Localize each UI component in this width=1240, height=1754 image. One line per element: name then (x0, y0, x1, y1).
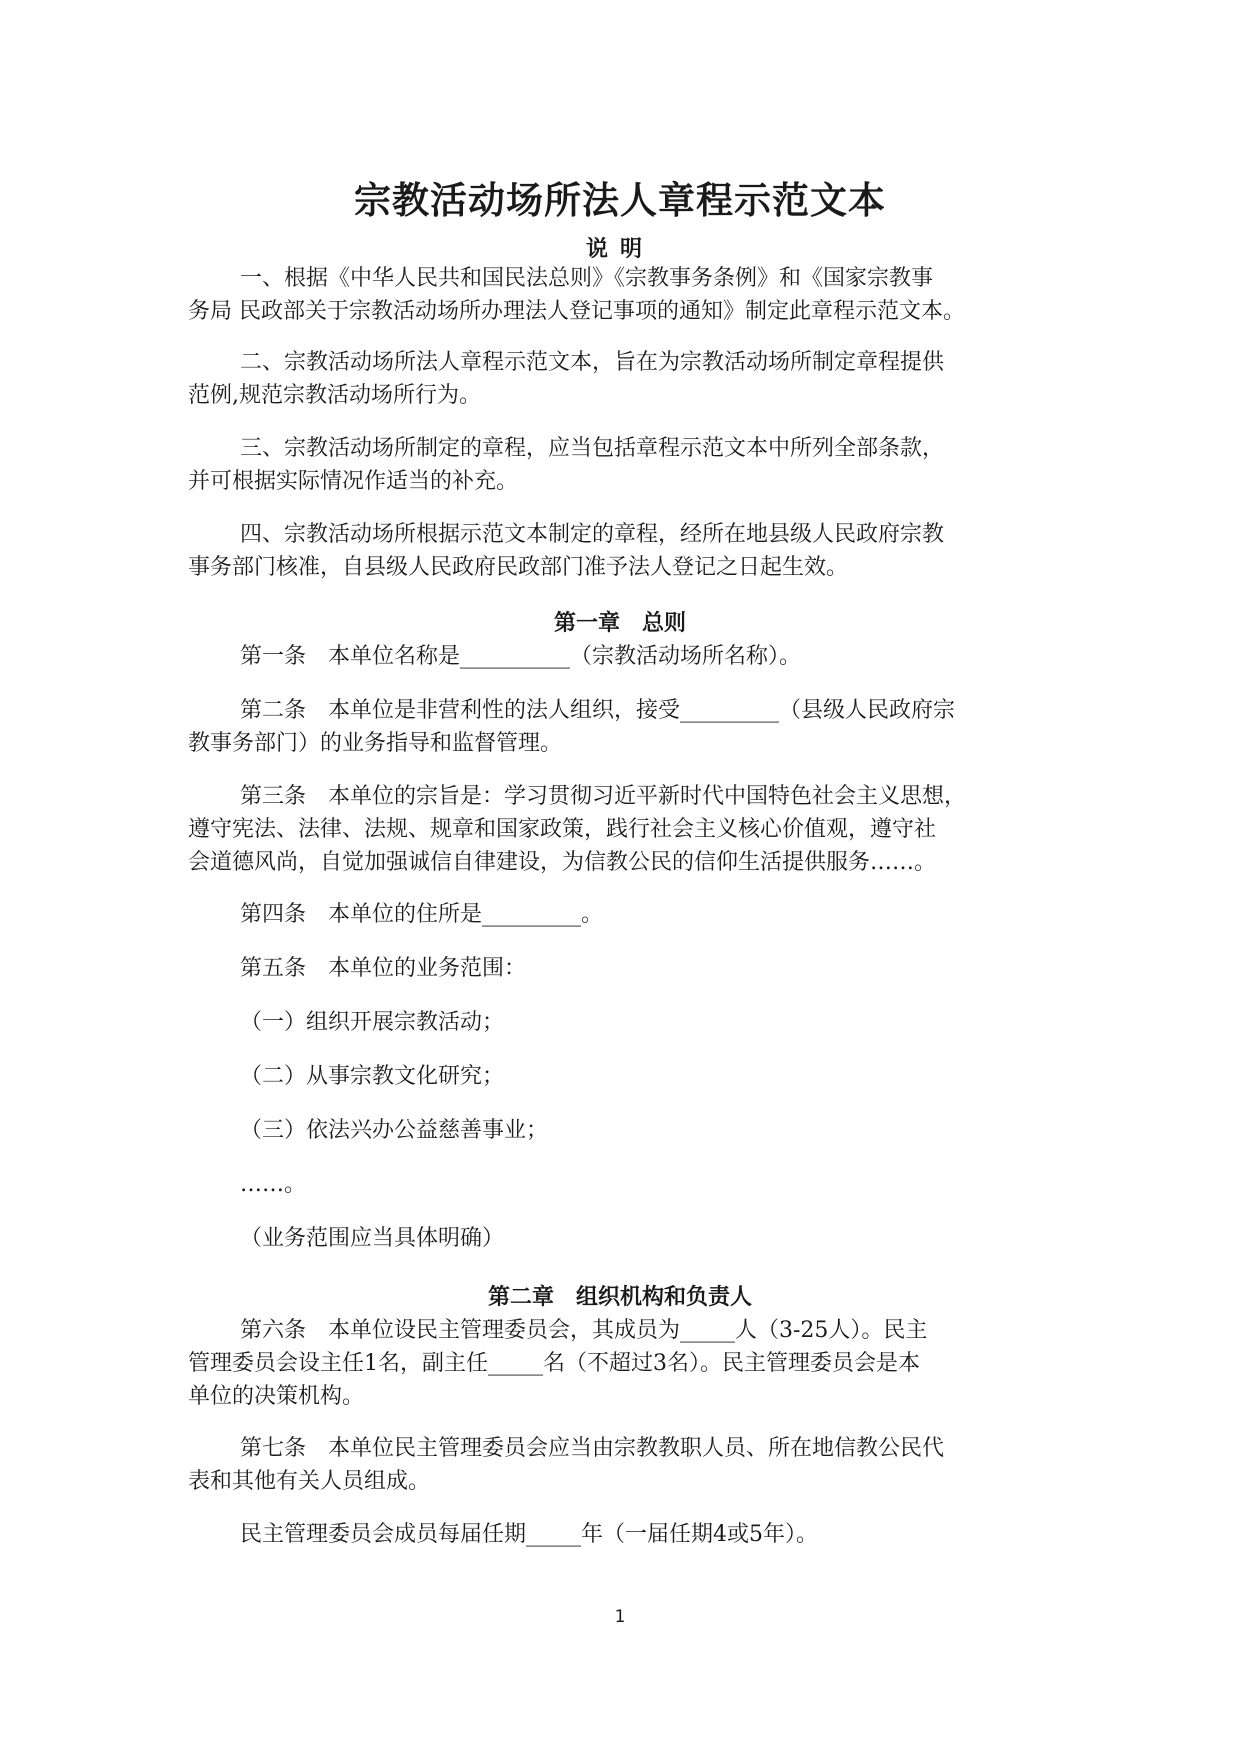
article (188, 780, 1068, 879)
text-line: 第二条 本单位是非营利性的法人组织，接受_________（县级人民政府宗 (240, 698, 956, 723)
chapter-heading: 第一章 总则 (553, 610, 686, 636)
scope-item: （二）从事宗教文化研究； (240, 1064, 505, 1089)
text-line: 遵守宪法、法律、法规、规章和国家政策，践行社会主义核心价值观，遵守社 (188, 817, 937, 842)
note-paragraph (188, 346, 1068, 412)
text-line: 一、根据《中华人民共和国民法总则》《宗教事务条例》和《国家宗教事 (240, 266, 934, 291)
article (188, 898, 1068, 931)
text-line: 民主管理委员会成员每届任期_____年（一届任期4或5年）。 (240, 1522, 818, 1547)
text-line: 单位的决策机构。 (188, 1384, 365, 1409)
scope-item: ……。 (240, 1172, 307, 1197)
text-line: 第一条 本单位名称是__________（宗教活动场所名称）。 (240, 644, 802, 669)
note-paragraph (188, 518, 1068, 584)
text-line: 范例,规范宗教活动场所行为。 (188, 383, 481, 408)
article (188, 694, 1068, 760)
text-line: 管理委员会设主任1名，副主任_____名（不超过3名）。民主管理委员会是本 (188, 1351, 920, 1376)
text-line: 第六条 本单位设民主管理委员会，其成员为_____人（3-25人）。民主 (240, 1318, 928, 1343)
article (188, 1432, 1068, 1498)
text-line: 教事务部门）的业务指导和监督管理。 (188, 731, 563, 756)
text-line: 二、宗教活动场所法人章程示范文本，旨在为宗教活动场所制定章程提供 (240, 350, 945, 375)
text-line: 表和其他有关人员组成。 (188, 1469, 431, 1494)
article (188, 952, 1068, 985)
text-line: 并可根据实际情况作适当的补充。 (188, 469, 519, 494)
text-line: 第三条 本单位的宗旨是：学习贯彻习近平新时代中国特色社会主义思想， (240, 784, 967, 809)
page-number: 1 (614, 1607, 626, 1627)
chapter-heading: 第二章 组织机构和负责人 (487, 1284, 752, 1310)
text-line: 三、宗教活动场所制定的章程，应当包括章程示范文本中所列全部条款， (240, 436, 945, 461)
document-title: 宗教活动场所法人章程示范文本 (354, 178, 886, 222)
text-line: 第四条 本单位的住所是_________。 (240, 902, 604, 927)
text-line: 事务部门核准，自县级人民政府民政部门准予法人登记之日起生效。 (188, 555, 849, 580)
article (188, 1518, 1068, 1551)
article (188, 640, 1068, 673)
text-line: 会道德风尚，自觉加强诚信自律建设，为信教公民的信仰生活提供服务……。 (188, 850, 937, 875)
text-line: 四、宗教活动场所根据示范文本制定的章程，经所在地县级人民政府宗教 (240, 522, 945, 547)
text-line: 第五条 本单位的业务范围： (240, 956, 527, 981)
note-paragraph (188, 432, 1068, 498)
scope-note: （业务范围应当具体明确） (240, 1226, 505, 1251)
article (188, 1314, 1068, 1413)
scope-item: （一）组织开展宗教活动； (240, 1010, 505, 1035)
scope-item: （三）依法兴办公益慈善事业； (240, 1118, 549, 1143)
notes-heading: 说明 (585, 236, 654, 262)
text-line: 务局 民政部关于宗教活动场所办理法人登记事项的通知》制定此章程示范文本。 (188, 299, 965, 324)
note-paragraph (188, 262, 1068, 328)
text-line: 第七条 本单位民主管理委员会应当由宗教教职人员、所在地信教公民代 (240, 1436, 945, 1461)
